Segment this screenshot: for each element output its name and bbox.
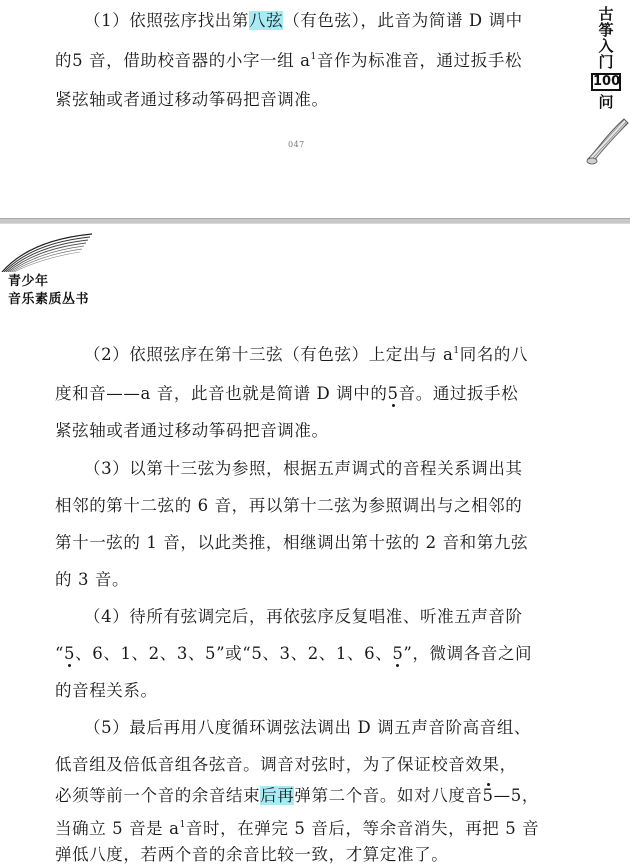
dotted-note: 5 [392,644,404,663]
para2-line1 [84,345,528,365]
para5-line3-suffix: 弹第二个音。如对八度音 [294,786,483,805]
guzheng-icon [584,115,630,165]
para5-line3 [55,786,539,806]
para1-line1-suffix: （有色弦），此音为简谱 D 调中 [283,11,523,30]
para4-line1: （4）待所有弦调完后，再依弦序反复唱准、听准五声音阶 [84,607,523,626]
para1-line2-suffix: 音作为标准音，通过扳手松 [316,51,523,70]
para5-line4-suffix: 音时，在弹完 5 音后，等余音消失，再把 5 音 [185,819,540,838]
superscript: 1 [453,346,460,356]
para3-line1: （3）以第十三弦为参照，根据五声调式的音程关系调出其 [84,459,523,478]
top-page [0,0,630,222]
side-title-char: 问 [598,93,614,111]
open-quote: “ [55,644,65,663]
para3-line2: 相邻的第十二弦的 6 音，再以第十二弦为参照调出与之相邻的 [55,496,523,515]
para1-line1-prefix: （1）依照弦序找出第 [84,11,249,30]
para2-line3: 紧弦轴或者通过移动筝码把音调准。 [55,421,329,440]
dotted-note: 5 [482,786,494,805]
para1-line2-prefix: 的5 音，借助校音器的小字一组 a [55,51,311,70]
para1-line1 [84,11,523,31]
side-title-char: 古 [598,5,614,23]
para5-line2: 低音组及倍低音组各弦音。调音对弦时，为了保证校音效果， [55,755,517,774]
para3-line4: 的 3 音。 [55,570,130,589]
para2-line1-prefix: （2）依照弦序在第十三弦（有色弦）上定出与 a [84,345,454,364]
superscript: 1 [310,52,317,62]
series-title-line2: 音乐素质丛书 [8,292,90,307]
para1-line3: 紧弦轴或者通过移动筝码把音调准。 [55,90,329,109]
para3-line3: 第十一弦的 1 音，以此类推，相继调出第十弦的 2 音和第九弦 [55,533,529,552]
dotted-note: 5 [64,644,76,663]
highlight-eighth-string: 八弦 [249,11,284,30]
corner-fan-icon [0,232,95,272]
para5-line1: （5）最后再用八度循环调弦法调出 D 调五声音阶高音组、 [84,718,532,737]
para4-line3: 的音程关系。 [55,681,158,700]
para4-line2-close: ”，微调各音之间 [403,644,533,663]
para5-line4-prefix: 当确立 5 音是 a [55,819,180,838]
para5-line4 [55,819,539,839]
superscript: 1 [179,820,186,830]
side-book-title [590,6,622,110]
side-title-number: 100 [593,74,621,89]
side-title-char: 门 [598,53,614,71]
para4-line2-mid: 、6、1、2、3、5”或“5、3、2、1、6、 [75,644,393,663]
side-title-char: 筝 [598,21,614,39]
para2-line1-suffix: 同名的八 [459,345,529,364]
para2-line2-suffix: 音。通过扳手松 [398,384,519,403]
highlight-text: 后再 [260,786,295,805]
series-title-line1: 青少年 [8,274,49,289]
para4-line2 [55,644,532,664]
para5-line3-end: —5， [493,786,539,805]
para5-line5: 弹低八度，若两个音的余音比较一致，才算定准了。 [55,845,449,864]
page-number: 047 [288,140,305,149]
dotted-note: 5 [387,384,399,403]
para5-line3-prefix: 必须等前一个音的余音结束 [55,786,261,805]
para2-line2 [55,384,518,404]
para2-line2-prefix: 度和音——a 音，此音也就是简谱 D 调中的 [55,384,388,403]
para1-line2 [55,51,522,71]
side-title-char: 入 [598,37,614,55]
